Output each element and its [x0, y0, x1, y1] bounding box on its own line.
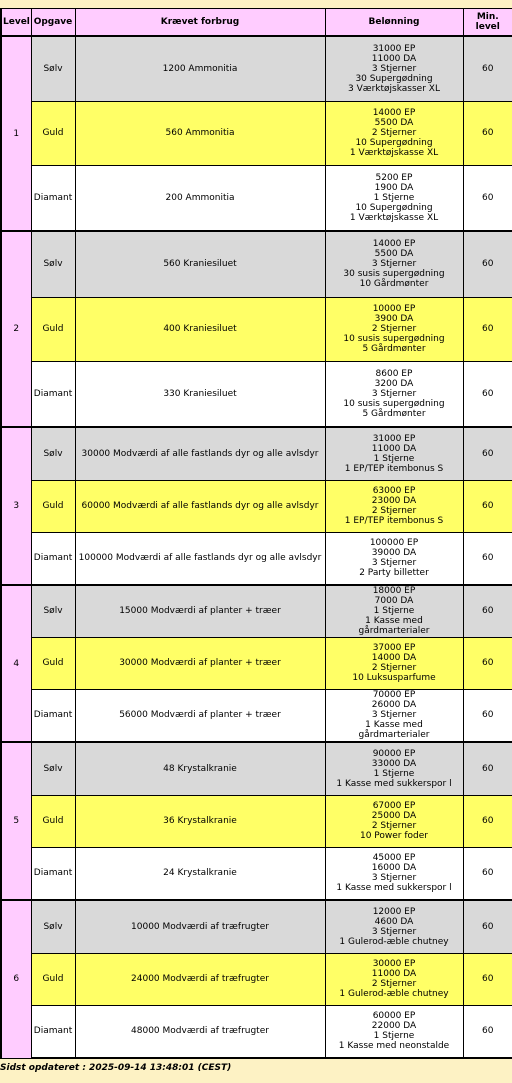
- reward-line: 10 Supergødning: [355, 138, 433, 148]
- table-row: [1, 900, 512, 953]
- forbrug-cell: 48 Krystalkranie: [75, 742, 325, 795]
- last-updated: Sidst opdateret : 2025-09-14 13:48:01 (CEST): [0, 1063, 232, 1073]
- reward-line: 3 Værktøjskasser XL: [348, 83, 440, 94]
- min-level-cell: 60: [463, 689, 512, 742]
- forbrug-cell: 1200 Ammonitia: [75, 36, 325, 101]
- reward-line: 1 Kasse med: [365, 616, 423, 627]
- reward-line: 30000 EP: [372, 959, 416, 969]
- reward-line: 22000 DA: [371, 1021, 417, 1032]
- forbrug-cell: 560 Ammonitia: [75, 101, 325, 165]
- reward-line: 3900 DA: [374, 314, 414, 324]
- reward-line: 1 Gulerod-æble chutney: [339, 989, 449, 999]
- min-level-cell: 60: [463, 480, 512, 532]
- reward-line: 3 Stjerner: [371, 873, 417, 884]
- forbrug-cell: 36 Krystalkranie: [75, 795, 325, 847]
- table-row: [1, 742, 512, 795]
- reward-line: 2 Stjerner: [371, 506, 417, 516]
- reward-line: 3 Stjerner: [371, 63, 417, 74]
- reward-line: 70000 EP: [372, 690, 416, 701]
- table-row: [1, 585, 512, 637]
- opgave-cell: Diamant: [31, 1005, 75, 1058]
- forbrug-cell: 15000 Modværdi af planter + træer: [75, 585, 325, 637]
- level-cell: 5: [1, 742, 31, 900]
- reward-cell: [325, 297, 463, 361]
- forbrug-cell: 100000 Modværdi af alle fastlands dyr og alle avlsdyr: [75, 532, 325, 585]
- reward-line: 3 Stjerner: [371, 388, 417, 399]
- forbrug-cell: 48000 Modværdi af træfrugter: [75, 1005, 325, 1058]
- reward-line: 14000 DA: [371, 653, 417, 663]
- reward-line: 30 Supergødning: [355, 73, 433, 84]
- forbrug-cell: 560 Kraniesiluet: [75, 231, 325, 297]
- reward-line: 4600 DA: [374, 916, 414, 927]
- reward-line: 1 EP/TEP itembonus S: [344, 516, 444, 526]
- level-cell: 4: [1, 585, 31, 742]
- reward-line: 5500 DA: [374, 249, 414, 260]
- min-level-cell: 60: [463, 532, 512, 585]
- min-level-cell: 60: [463, 953, 512, 1005]
- reward-line: 5 Gårdmønter: [362, 344, 426, 354]
- reward-line: 63000 EP: [372, 486, 416, 496]
- forbrug-cell: 200 Ammonitia: [75, 165, 325, 231]
- min-level-cell: 60: [463, 795, 512, 847]
- reward-line: gårdmarterialer: [358, 626, 430, 637]
- reward-line: 14000 EP: [372, 239, 416, 250]
- opgave-cell: Guld: [31, 480, 75, 532]
- reward-line: 1 Kasse med: [365, 720, 423, 731]
- reward-line: 2 Stjerner: [371, 663, 417, 673]
- table-row: [1, 847, 512, 900]
- opgave-cell: Diamant: [31, 165, 75, 231]
- reward-line: 1 Værktøjskasse XL: [349, 148, 439, 158]
- header-forbrug: Krævet forbrug: [75, 9, 325, 37]
- table-body: [1, 36, 512, 1058]
- reward-line: 1 Kasse med sukkerspor l: [336, 778, 452, 789]
- level-cell: 2: [1, 231, 31, 427]
- min-level-cell: 60: [463, 36, 512, 101]
- reward-line: 12000 EP: [372, 906, 416, 917]
- forbrug-cell: 24 Krystalkranie: [75, 847, 325, 900]
- reward-cell: [325, 231, 463, 297]
- reward-line: 10 Supergødning: [355, 202, 433, 213]
- table-row: [1, 361, 512, 427]
- forbrug-cell: 30000 Modværdi af alle fastlands dyr og alle avlsdyr: [75, 427, 325, 480]
- min-level-cell: 60: [463, 361, 512, 427]
- reward-line: 5500 DA: [374, 118, 414, 128]
- reward-line: 67000 EP: [372, 801, 416, 811]
- reward-line: 11000 DA: [371, 53, 417, 64]
- reward-line: 16000 DA: [371, 863, 417, 874]
- table-row: [1, 637, 512, 689]
- reward-line: 31000 EP: [372, 433, 416, 444]
- reward-line: 1 Stjerne: [373, 606, 415, 617]
- table-row: [1, 480, 512, 532]
- reward-line: 1 Kasse med neonstalde: [338, 1041, 450, 1052]
- reward-line: 31000 EP: [372, 43, 416, 54]
- reward-cell: [325, 795, 463, 847]
- opgave-cell: Sølv: [31, 427, 75, 480]
- header-row: [1, 9, 512, 37]
- forbrug-cell: 400 Kraniesiluet: [75, 297, 325, 361]
- reward-cell: [325, 637, 463, 689]
- reward-line: 1 Gulerod-æble chutney: [339, 936, 449, 947]
- level-cell: 1: [1, 36, 31, 231]
- reward-line: 5200 EP: [375, 172, 413, 183]
- opgave-cell: Sølv: [31, 585, 75, 637]
- opgave-cell: Sølv: [31, 36, 75, 101]
- reward-line: 90000 EP: [372, 748, 416, 759]
- table-row: [1, 795, 512, 847]
- min-level-cell: 60: [463, 585, 512, 637]
- reward-cell: [325, 532, 463, 585]
- reward-line: 2 Stjerner: [371, 821, 417, 831]
- opgave-cell: Guld: [31, 795, 75, 847]
- reward-line: 2 Stjerner: [371, 128, 417, 138]
- opgave-cell: Sølv: [31, 742, 75, 795]
- min-level-cell: 60: [463, 101, 512, 165]
- level-cell: 6: [1, 900, 31, 1058]
- reward-line: 45000 EP: [372, 853, 416, 864]
- opgave-cell: Diamant: [31, 847, 75, 900]
- table-row: [1, 689, 512, 742]
- reward-line: 10 susis supergødning: [343, 398, 445, 409]
- table-row: [1, 953, 512, 1005]
- opgave-cell: Guld: [31, 297, 75, 361]
- reward-line: 10 susis supergødning: [343, 334, 445, 344]
- opgave-cell: Guld: [31, 953, 75, 1005]
- opgave-cell: Sølv: [31, 231, 75, 297]
- header-belonning: Belønning: [325, 9, 463, 37]
- min-level-cell: 60: [463, 637, 512, 689]
- table-row: [1, 532, 512, 585]
- reward-cell: [325, 480, 463, 532]
- opgave-cell: Guld: [31, 101, 75, 165]
- reward-line: 1 Stjerne: [373, 768, 415, 779]
- reward-line: 23000 DA: [371, 496, 417, 506]
- min-level-cell: 60: [463, 900, 512, 953]
- reward-line: 33000 DA: [371, 758, 417, 769]
- reward-line: 26000 DA: [371, 700, 417, 711]
- reward-line: 3200 DA: [374, 378, 414, 389]
- min-level-cell: 60: [463, 297, 512, 361]
- min-level-cell: 60: [463, 427, 512, 480]
- reward-cell: [325, 427, 463, 480]
- table-row: [1, 297, 512, 361]
- rewards-table-wrapper: [0, 8, 512, 1059]
- reward-line: gårdmarterialer: [358, 730, 430, 741]
- reward-line: 1 Stjerne: [373, 192, 415, 203]
- table-row: [1, 165, 512, 231]
- reward-line: 30 susis supergødning: [343, 269, 445, 280]
- forbrug-cell: 330 Kraniesiluet: [75, 361, 325, 427]
- reward-line: 60000 EP: [372, 1011, 416, 1022]
- min-level-cell: 60: [463, 165, 512, 231]
- reward-cell: [325, 1005, 463, 1058]
- reward-cell: [325, 165, 463, 231]
- reward-cell: [325, 585, 463, 637]
- forbrug-cell: 56000 Modværdi af planter + træer: [75, 689, 325, 742]
- reward-line: 1 Stjerne: [373, 1031, 415, 1042]
- reward-line: 7000 DA: [374, 596, 414, 607]
- table-row: [1, 36, 512, 101]
- reward-cell: [325, 953, 463, 1005]
- opgave-cell: Diamant: [31, 361, 75, 427]
- min-level-cell: 60: [463, 231, 512, 297]
- reward-cell: [325, 36, 463, 101]
- table-row: [1, 101, 512, 165]
- header-min-level: Min. level: [463, 9, 512, 37]
- reward-line: 10000 EP: [372, 304, 416, 314]
- opgave-cell: Guld: [31, 637, 75, 689]
- table-row: [1, 231, 512, 297]
- reward-cell: [325, 900, 463, 953]
- reward-cell: [325, 689, 463, 742]
- reward-line: 2 Stjerner: [371, 324, 417, 334]
- reward-line: 2 Party billetter: [359, 568, 429, 579]
- reward-line: 100000 EP: [369, 538, 419, 549]
- reward-line: 11000 DA: [371, 969, 417, 979]
- reward-line: 37000 EP: [372, 643, 416, 653]
- forbrug-cell: 10000 Modværdi af træfrugter: [75, 900, 325, 953]
- reward-line: 8600 EP: [375, 368, 413, 379]
- reward-line: 39000 DA: [371, 548, 417, 559]
- forbrug-cell: 24000 Modværdi af træfrugter: [75, 953, 325, 1005]
- opgave-cell: Diamant: [31, 532, 75, 585]
- min-level-cell: 60: [463, 1005, 512, 1058]
- reward-cell: [325, 101, 463, 165]
- reward-line: 3 Stjerner: [371, 558, 417, 569]
- reward-line: 11000 DA: [371, 443, 417, 454]
- reward-line: 18000 EP: [372, 586, 416, 597]
- reward-line: 1900 DA: [374, 182, 414, 193]
- header-level: Level: [1, 9, 31, 37]
- forbrug-cell: 60000 Modværdi af alle fastlands dyr og alle avlsdyr: [75, 480, 325, 532]
- min-level-cell: 60: [463, 847, 512, 900]
- reward-line: 3 Stjerner: [371, 259, 417, 270]
- table-row: [1, 1005, 512, 1058]
- reward-line: 1 Kasse med sukkerspor l: [336, 883, 452, 894]
- rewards-table: [0, 8, 512, 1059]
- reward-cell: [325, 847, 463, 900]
- reward-cell: [325, 361, 463, 427]
- opgave-cell: Diamant: [31, 689, 75, 742]
- reward-line: 1 Stjerne: [373, 453, 415, 464]
- reward-line: 10 Power foder: [359, 831, 428, 841]
- header-opgave: Opgave: [31, 9, 75, 37]
- reward-line: 3 Stjerner: [371, 926, 417, 937]
- opgave-cell: Sølv: [31, 900, 75, 953]
- forbrug-cell: 30000 Modværdi af planter + træer: [75, 637, 325, 689]
- reward-line: 25000 DA: [371, 811, 417, 821]
- level-cell: 3: [1, 427, 31, 585]
- reward-line: 10 Gårdmønter: [359, 279, 429, 290]
- reward-line: 1 EP/TEP itembonus S: [344, 463, 444, 474]
- reward-cell: [325, 742, 463, 795]
- min-level-cell: 60: [463, 742, 512, 795]
- reward-line: 2 Stjerner: [371, 979, 417, 989]
- reward-line: 10 Luksusparfume: [352, 673, 436, 683]
- reward-line: 5 Gårdmønter: [362, 408, 426, 419]
- table-row: [1, 427, 512, 480]
- reward-line: 1 Værktøjskasse XL: [349, 212, 439, 223]
- reward-line: 14000 EP: [372, 108, 416, 118]
- reward-line: 3 Stjerner: [371, 710, 417, 721]
